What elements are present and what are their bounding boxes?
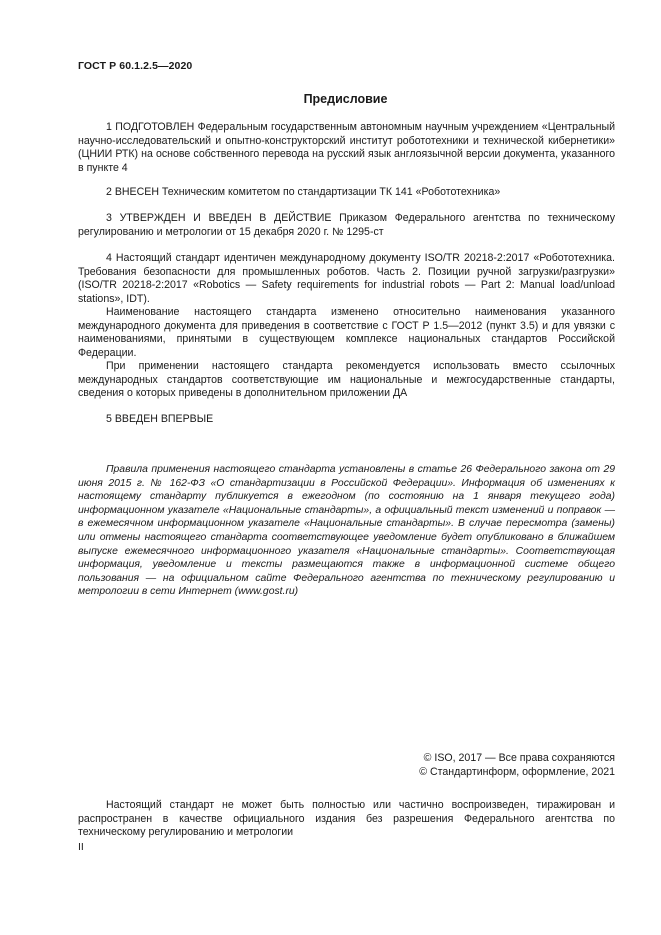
- preface-item-1: 1 ПОДГОТОВЛЕН Федеральным государственным автономным научным учреждением «Центральный научно-исследовательский и опытно-конструкторский институт робототехники и технической кибернетики» (ЦНИИ РТК) на основе собственного перевода на русский язык англоязычной версии документа, указанного в пункте 4: [78, 121, 615, 174]
- preface-item-4-references: При применении настоящего стандарта рекомендуется использовать вместо ссылочных международных стандартов соответствующие им национальные и межгосударственные стандарты, сведения о которых приведены в дополнительном приложении ДА: [78, 360, 615, 400]
- standard-code-header: ГОСТ Р 60.1.2.5—2020: [78, 60, 193, 72]
- preface-item-3: 3 УТВЕРЖДЕН И ВВЕДЕН В ДЕЙСТВИЕ Приказом Федерального агентства по техническому регулированию и метрологии от 15 декабря 2020 г. № 1295-ст: [78, 212, 615, 238]
- preface-title: Предисловие: [303, 92, 388, 106]
- preface-item-5: 5 ВВЕДЕН ВПЕРВЫЕ: [106, 413, 214, 425]
- reproduction-notice: Настоящий стандарт не может быть полностью или частично воспроизведен, тиражирован и распространен в качестве официального издания без разрешения Федерального агентства по техническому регулированию и метрологии: [78, 799, 615, 839]
- page-number: II: [78, 841, 84, 853]
- preface-item-4-name-change: Наименование настоящего стандарта изменено относительно наименования указанного международного документа для приведения в соответствие с ГОСТ Р 1.5—2012 (пункт 3.5) и для увязки с наименованиями, принятыми в существующем комплексе национальных стандартов Российской Федерации.: [78, 306, 615, 359]
- standard-application-notice: Правила применения настоящего стандарта установлены в статье 26 Федерального закона от 29 июня 2015 г. № 162-ФЗ «О стандартизации в Российской Федерации». Информация об изменениях к настоящему стандарту публикуется в ежегодном (по состоянию на 1 января текущего года) информационном указателе «Национальные стандарты», а официальный текст изменений и поправок — в ежемесячном информационном указателе «Национальные стандарты». В случае пересмотра (замены) или отмены настоящего стандарта соответствующее уведомление будет опубликовано в ближайшем выпуске ежемесячного информационного указателя «Национальные стандарты». Соответствующая информация, уведомление и тексты размещаются также в информационной системе общего пользования — на официальном сайте Федерального агентства по техническому регулированию и метрологии в сети Интернет (www.gost.ru): [78, 464, 615, 598]
- preface-item-2: 2 ВНЕСЕН Техническим комитетом по стандартизации ТК 141 «Робототехника»: [106, 186, 501, 198]
- preface-item-4: 4 Настоящий стандарт идентичен международному документу ISO/TR 20218-2:2017 «Робототехника. Требования безопасности для промышленных роботов. Часть 2. Позиции ручной загрузки/разгрузки» (ISO/TR 20218-2:2017 «Robotics — Safety requirements for industrial robots — Part 2: Manual load/unload stations», IDT).: [78, 252, 615, 305]
- iso-copyright: © ISO, 2017 — Все права сохраняются: [423, 752, 615, 764]
- standartinform-copyright: © Стандартинформ, оформление, 2021: [419, 766, 615, 778]
